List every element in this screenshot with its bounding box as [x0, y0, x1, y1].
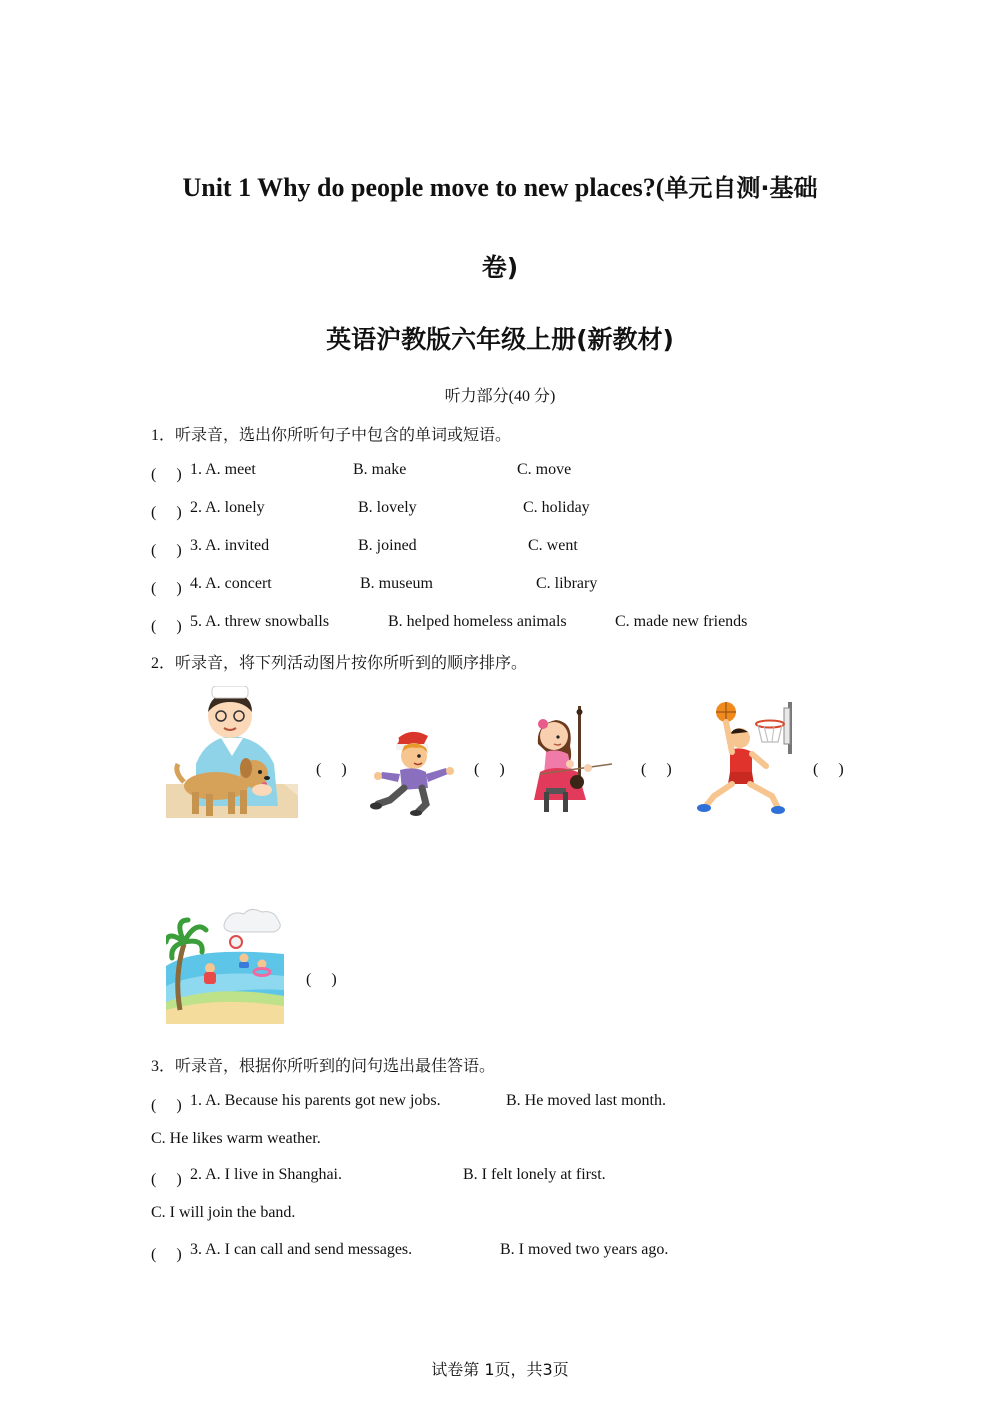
- page-subtitle: 英语沪教版六年级上册(新教材): [326, 325, 674, 354]
- order-blank[interactable]: ( ): [813, 761, 844, 778]
- option-c: C. He likes warm weather.: [151, 1130, 321, 1147]
- title-english: Unit 1 Why do people move to new places?(: [182, 173, 665, 202]
- answer-blank[interactable]: ( ): [151, 1246, 182, 1263]
- q3-instruction: 听录音，根据你所听到的问句选出最佳答语。: [175, 1056, 496, 1075]
- answer-blank[interactable]: ( ): [151, 580, 182, 597]
- q1-heading: [151, 422, 511, 445]
- option-b: B. I moved two years ago.: [500, 1241, 669, 1258]
- page-title-line2: 卷): [481, 253, 519, 282]
- q1-instruction: 听录音，选出你所听句子中包含的单词或短语。: [175, 425, 512, 444]
- girl-playing-erhu-illustration: [530, 706, 614, 816]
- option-c: C. library: [536, 575, 598, 592]
- option-c: C. I will join the band.: [151, 1204, 296, 1221]
- option-b: B. make: [353, 461, 407, 478]
- option-b: B. helped homeless animals: [388, 613, 567, 630]
- title-chinese: 单元自测·基础: [664, 174, 818, 202]
- option-b: B. He moved last month.: [506, 1092, 666, 1109]
- order-blank[interactable]: ( ): [316, 761, 347, 778]
- page-number: 试卷第 1页，共3页: [431, 1360, 569, 1379]
- answer-blank[interactable]: ( ): [151, 1097, 182, 1114]
- answer-blank[interactable]: ( ): [151, 504, 182, 521]
- answer-blank[interactable]: ( ): [151, 618, 182, 635]
- option-c: C. move: [517, 461, 572, 478]
- option-b: B. joined: [358, 537, 417, 554]
- option-c: C. went: [528, 537, 578, 554]
- boy-running-illustration: [370, 726, 456, 816]
- boy-with-dog-illustration: [166, 686, 298, 818]
- option-a: 1. A. Because his parents got new jobs.: [190, 1092, 441, 1109]
- children-at-beach-illustration: [166, 906, 284, 1024]
- option-a: 3. A. I can call and send messages.: [190, 1241, 413, 1258]
- order-blank[interactable]: ( ): [474, 761, 505, 778]
- option-b: B. museum: [360, 575, 433, 592]
- option-a: 1. A. meet: [190, 461, 256, 478]
- section-listening-label: 听力部分(40 分): [444, 388, 556, 405]
- page-title-line1: [0, 168, 1000, 203]
- option-a: 3. A. invited: [190, 537, 270, 554]
- q3-number: 3．: [151, 1058, 176, 1075]
- answer-blank[interactable]: ( ): [151, 1171, 182, 1188]
- option-a: 2. A. I live in Shanghai.: [190, 1166, 342, 1183]
- q2-heading: [151, 650, 527, 673]
- boy-playing-basketball-illustration: [696, 700, 796, 816]
- q2-number: 2．: [151, 655, 176, 672]
- option-b: B. lovely: [358, 499, 417, 516]
- option-a: 4. A. concert: [190, 575, 272, 592]
- option-b: B. I felt lonely at first.: [463, 1166, 606, 1183]
- page-footer: [0, 1357, 1000, 1380]
- q3-heading: [151, 1053, 495, 1076]
- option-c: C. holiday: [523, 499, 590, 516]
- option-a: 2. A. lonely: [190, 499, 265, 516]
- answer-blank[interactable]: ( ): [151, 466, 182, 483]
- order-blank[interactable]: ( ): [641, 761, 672, 778]
- order-blank[interactable]: ( ): [306, 971, 337, 988]
- option-c: C. made new friends: [615, 613, 748, 630]
- q1-number: 1．: [151, 427, 176, 444]
- option-a: 5. A. threw snowballs: [190, 613, 330, 630]
- answer-blank[interactable]: ( ): [151, 542, 182, 559]
- q2-instruction: 听录音，将下列活动图片按你所听到的顺序排序。: [175, 653, 528, 672]
